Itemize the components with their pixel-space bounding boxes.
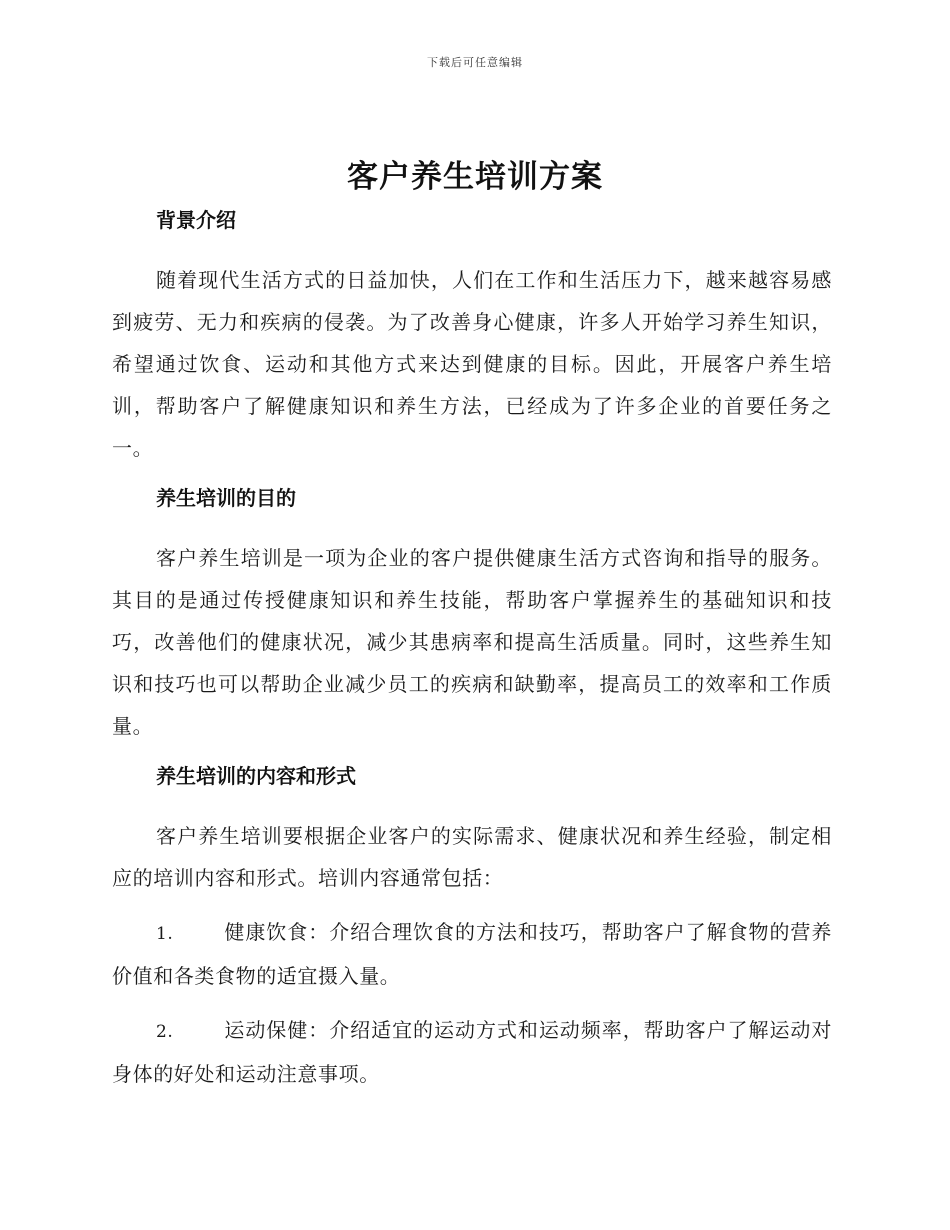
list-item [112,911,832,997]
list-item-number: 1. [156,924,174,944]
list-item-text: 健康饮食：介绍合理饮食的方法和技巧，帮助客户了解食物的营养价值和各类食物的适宜摄入量。 [112,920,832,988]
section-paragraph-content-form: 客户养生培训要根据企业客户的实际需求、健康状况和养生经验，制定相应的培训内容和形式。培训内容通常包括： [112,824,832,890]
list-item-text: 运动保健：介绍适宜的运动方式和运动频率，帮助客户了解运动对身体的好处和运动注意事项。 [112,1018,832,1086]
section-heading-purpose: 养生培训的目的 [156,486,296,510]
section-paragraph-background: 随着现代生活方式的日益加快，人们在工作和生活压力下，越来越容易感到疲劳、无力和疾病的侵袭。为了改善身心健康，许多人开始学习养生知识，希望通过饮食、运动和其他方式来达到健康的目标。因此，开展客户养生培训，帮助客户了解健康知识和养生方法，已经成为了许多企业的首要任务之一。 [112,268,832,460]
document-title: 客户养生培训方案 [347,159,603,195]
section-heading-background: 背景介绍 [156,208,236,232]
section-paragraph-purpose: 客户养生培训是一项为企业的客户提供健康生活方式咨询和指导的服务。其目的是通过传授健康知识和养生技能，帮助客户掌握养生的基础知识和技巧，改善他们的健康状况，减少其患病率和提高生活质量。同时，这些养生知识和技巧也可以帮助企业减少员工的疾病和缺勤率，提高员工的效率和工作质量。 [112,546,832,738]
document-body [112,203,832,1107]
section-heading-content-form: 养生培训的内容和形式 [156,764,356,788]
header-note: 下载后可任意编辑 [427,56,523,69]
list-item [112,1009,832,1095]
list-item-number: 2. [156,1022,174,1042]
